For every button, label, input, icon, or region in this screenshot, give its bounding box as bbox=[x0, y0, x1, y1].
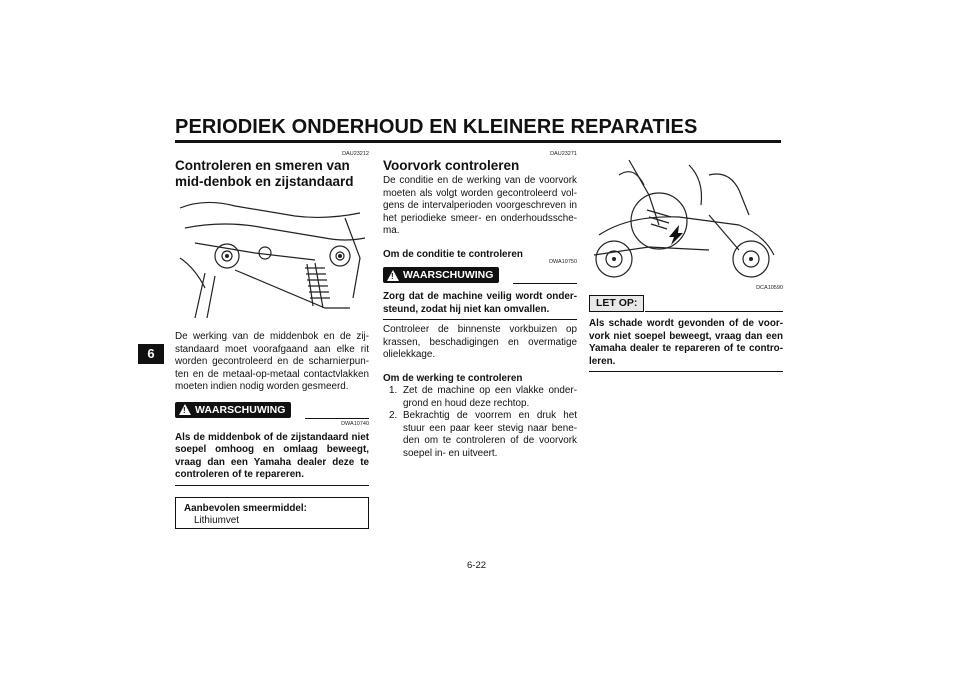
subheading-condition: Om de conditie te controleren bbox=[383, 248, 523, 260]
warning-label: WAARSCHUWING bbox=[403, 269, 494, 281]
image-code: DCA10590 bbox=[756, 285, 783, 291]
list-text: Zet de machine op een vlakke onder-grond en houd deze rechtop. bbox=[403, 385, 577, 409]
chapter-tab: 6 bbox=[138, 344, 164, 364]
kickstand-drawing bbox=[175, 198, 369, 320]
warning-triangle-icon: ! bbox=[179, 404, 191, 415]
lubricant-value: Lithiumvet bbox=[194, 514, 240, 526]
note-text: Als schade wordt gevonden of de voor-vork niet soepel beweegt, vraag dan een Yamaha dealer te repareren of te contro-leren. bbox=[589, 318, 783, 367]
note-header bbox=[589, 295, 783, 315]
subheading-operation: Om de werking te controleren bbox=[383, 372, 523, 384]
warning-code: DWA10740 bbox=[341, 420, 369, 427]
list-number: 2. bbox=[389, 410, 398, 421]
warning-text: Zorg dat de machine veilig wordt onder-steund, zodat hij niet kan omvallen. bbox=[383, 291, 577, 315]
warning-end-rule bbox=[383, 319, 577, 320]
column-3 bbox=[589, 155, 783, 372]
warning-header bbox=[383, 267, 577, 287]
column-1 bbox=[175, 151, 369, 529]
list-item bbox=[383, 410, 577, 460]
intro-paragraph: De conditie en de werking van de voorvork moeten als volgt worden gecontroleerd vol-gens de intervalperioden voorgeschreven in het periodieke smeer- en onderhoudssche-ma. bbox=[383, 175, 577, 236]
list-number: 1. bbox=[389, 385, 398, 396]
section-code: DAU23212 bbox=[342, 151, 369, 157]
title-rule bbox=[175, 140, 781, 143]
lubricant-box bbox=[175, 497, 369, 529]
warning-end-rule bbox=[175, 485, 369, 486]
condition-text: Controleer de binnenste vorkbuizen op krassen, beschadigingen en overmatige olielekkage. bbox=[383, 324, 577, 360]
warning-label: WAARSCHUWING bbox=[195, 403, 286, 416]
list-item bbox=[383, 385, 577, 410]
column-2 bbox=[383, 151, 577, 460]
intro-paragraph: De werking van de middenbok en de zij-standaard moet voorafgaand aan elke rit worden gecontroleerd en de scharnierpun-ten en de metaal-op-metaal contactvlakken moeten indien nodig worden gesmeerd. bbox=[175, 331, 369, 392]
warning-code: DWA10750 bbox=[549, 259, 577, 265]
note-end-rule bbox=[589, 371, 783, 372]
warning-text: Als de middenbok of de zijstandaard niet soepel omhoog en omlaag beweegt, vraag dan een Yamaha dealer deze te controleren of te repareren. bbox=[175, 431, 369, 480]
scooter-fork-illustration bbox=[589, 155, 783, 283]
warning-header bbox=[175, 402, 369, 422]
warning-badge bbox=[175, 402, 291, 418]
note-badge: LET OP: bbox=[589, 295, 644, 312]
page-title: PERIODIEK ONDERHOUD EN KLEINERE REPARATIES bbox=[175, 116, 698, 138]
kickstand-illustration bbox=[175, 198, 369, 320]
warning-badge bbox=[383, 267, 499, 283]
section-code: DAU23271 bbox=[550, 151, 577, 157]
list-text: Bekrachtig de voorrem en druk het stuur een paar keer stevig naar bene-den om te controleren of de voorvork soepel in- en uitveert. bbox=[403, 410, 577, 459]
warning-rule bbox=[305, 418, 369, 419]
note-rule bbox=[645, 311, 783, 312]
section-heading: Controleren en smeren van mid-denbok en zijstandaard bbox=[175, 158, 354, 189]
lubricant-title: Aanbevolen smeermiddel: bbox=[184, 502, 307, 514]
scooter-drawing bbox=[589, 155, 783, 283]
warning-triangle-icon: ! bbox=[387, 270, 399, 281]
section-heading: Voorvork controleren bbox=[383, 158, 520, 173]
page-number: 6-22 bbox=[467, 560, 487, 571]
warning-rule bbox=[513, 283, 577, 284]
